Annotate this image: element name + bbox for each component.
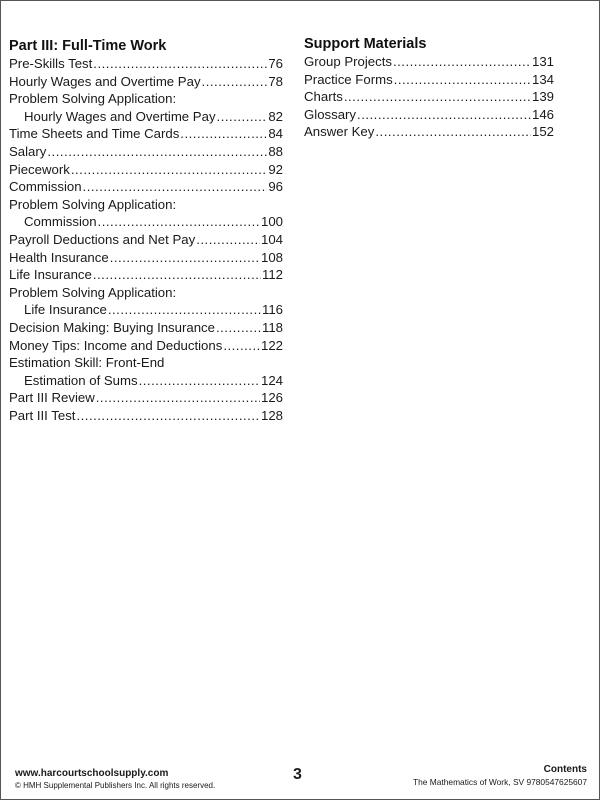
toc-page-number: 100 xyxy=(260,214,283,230)
toc-page-number: 122 xyxy=(260,337,283,353)
toc-entry xyxy=(9,178,283,196)
toc-page-number: 128 xyxy=(260,407,283,423)
toc-entry-title: Estimation Skill: Front-End xyxy=(9,355,165,371)
toc-entry-title: Hourly Wages and Overtime Pay xyxy=(24,108,216,124)
toc-entry xyxy=(304,71,554,89)
toc-page-number: 124 xyxy=(260,372,283,388)
toc-entry-line xyxy=(9,73,283,91)
toc-entry xyxy=(9,407,283,425)
toc-page-number: 126 xyxy=(260,390,283,406)
toc-list-part-iii xyxy=(9,55,283,424)
toc-entry-title: Estimation of Sums xyxy=(24,372,138,388)
toc-entry-line xyxy=(9,249,283,267)
dot-leader xyxy=(196,231,260,249)
toc-page-number: 134 xyxy=(531,71,554,87)
toc-entry-title: Problem Solving Application: xyxy=(9,91,177,107)
toc-entry xyxy=(9,389,283,407)
toc-entry-line xyxy=(9,108,283,126)
toc-entry xyxy=(304,53,554,71)
dot-leader xyxy=(108,301,261,319)
toc-entry-title: Salary xyxy=(9,143,47,159)
dot-leader xyxy=(393,53,531,71)
toc-entry-title: Piecework xyxy=(9,161,70,177)
toc-entry-title: Glossary xyxy=(304,106,357,122)
dot-leader xyxy=(216,319,261,337)
toc-entry-title: Payroll Deductions and Net Pay xyxy=(9,231,196,247)
toc-entry xyxy=(304,88,554,106)
toc-entry-line xyxy=(9,319,283,337)
dot-leader xyxy=(180,125,267,143)
dot-leader xyxy=(110,249,260,267)
dot-leader xyxy=(139,372,260,390)
footer-book-info xyxy=(413,764,587,788)
toc-entry xyxy=(9,266,283,284)
toc-entry xyxy=(9,319,283,337)
toc-page-number: 146 xyxy=(531,106,554,122)
toc-entry xyxy=(9,73,283,91)
toc-page-number: 112 xyxy=(261,267,283,283)
dot-leader xyxy=(394,71,531,89)
toc-entry-title: Health Insurance xyxy=(9,249,109,265)
toc-entry xyxy=(9,196,283,231)
dot-leader xyxy=(83,178,268,196)
toc-entry-title: Pre-Skills Test xyxy=(9,56,93,71)
dot-leader xyxy=(71,161,267,179)
footer-publisher-info xyxy=(15,768,215,792)
toc-entry-title: Part III Review xyxy=(9,390,95,406)
toc-entry xyxy=(9,337,283,355)
toc-page-number: 88 xyxy=(268,143,283,159)
toc-page-number: 139 xyxy=(531,89,554,105)
dot-leader xyxy=(375,123,531,141)
toc-entry-title: Answer Key xyxy=(304,124,375,140)
toc-entry-line xyxy=(304,71,554,89)
dot-leader xyxy=(96,389,260,407)
toc-entry-line-continued xyxy=(9,284,283,302)
toc-entry-line xyxy=(9,178,283,196)
toc-entry xyxy=(9,354,283,389)
toc-page-number: 131 xyxy=(531,54,554,69)
toc-entry-title: Group Projects xyxy=(304,54,392,69)
toc-entry xyxy=(9,231,283,249)
toc-entry-title: Life Insurance xyxy=(24,302,107,318)
toc-entry-line xyxy=(304,53,554,71)
toc-entry-line xyxy=(9,213,283,231)
dot-leader xyxy=(47,143,267,161)
toc-page-number: 76 xyxy=(268,56,283,71)
toc-page-number: 92 xyxy=(268,161,283,177)
toc-entry-title: Time Sheets and Time Cards xyxy=(9,126,180,142)
toc-entry-line xyxy=(9,161,283,179)
toc-entry-title: Commission xyxy=(9,179,82,195)
dot-leader xyxy=(93,55,267,73)
toc-entry-line-continued xyxy=(9,90,283,108)
toc-entry-line xyxy=(304,88,554,106)
toc-entry-title: Problem Solving Application: xyxy=(9,284,177,300)
toc-column-right xyxy=(304,35,554,141)
dot-leader xyxy=(223,337,260,355)
toc-page-number: 82 xyxy=(268,108,283,124)
toc-entry-line xyxy=(304,123,554,141)
dot-leader xyxy=(76,407,260,425)
toc-page-number: 118 xyxy=(261,319,283,335)
toc-entry-title: Part III Test xyxy=(9,407,76,423)
toc-page-number: 152 xyxy=(531,124,554,140)
toc-page-number: 116 xyxy=(261,302,283,318)
toc-entry-title: Decision Making: Buying Insurance xyxy=(9,319,215,335)
toc-column-left xyxy=(9,37,283,424)
dot-leader xyxy=(217,108,268,126)
toc-page-number: 96 xyxy=(268,179,283,195)
toc-entry-title: Charts xyxy=(304,89,343,105)
toc-entry-title: Practice Forms xyxy=(304,71,393,87)
section-heading-support-materials: Support Materials xyxy=(304,36,427,52)
toc-entry xyxy=(9,143,283,161)
toc-entry-title: Commission xyxy=(24,214,97,230)
toc-entry-line xyxy=(9,125,283,143)
toc-entry xyxy=(9,90,283,125)
toc-entry-title: Hourly Wages and Overtime Pay xyxy=(9,73,201,89)
publisher-url: www.harcourtschoolsupply.com xyxy=(15,768,169,779)
toc-entry-line xyxy=(9,372,283,390)
toc-entry-line xyxy=(9,143,283,161)
toc-entry-line-continued xyxy=(9,196,283,214)
dot-leader xyxy=(98,213,260,231)
toc-entry-line xyxy=(9,407,283,425)
toc-entry xyxy=(9,55,283,73)
dot-leader xyxy=(344,88,531,106)
toc-entry xyxy=(304,123,554,141)
toc-entry-line xyxy=(9,55,283,73)
dot-leader xyxy=(357,106,531,124)
toc-page-number: 84 xyxy=(268,126,283,142)
toc-page-number: 78 xyxy=(268,73,283,89)
toc-page-number: 108 xyxy=(260,249,283,265)
toc-entry-title: Life Insurance xyxy=(9,267,92,283)
toc-entry-line xyxy=(304,106,554,124)
toc-entry xyxy=(9,161,283,179)
toc-entry xyxy=(9,284,283,319)
toc-entry xyxy=(9,125,283,143)
toc-entry-line xyxy=(9,231,283,249)
toc-entry-line xyxy=(9,337,283,355)
section-heading-part-iii: Part III: Full-Time Work xyxy=(9,38,167,54)
toc-entry-title: Money Tips: Income and Deductions xyxy=(9,337,223,353)
toc-list-support-materials xyxy=(304,53,554,141)
toc-entry-line xyxy=(9,301,283,319)
footer-section-label: Contents xyxy=(543,764,587,775)
toc-entry xyxy=(304,106,554,124)
toc-page-number: 104 xyxy=(260,231,283,247)
toc-entry-line xyxy=(9,266,283,284)
toc-entry-title: Problem Solving Application: xyxy=(9,196,177,212)
copyright-notice: © HMH Supplemental Publishers Inc. All rights reserved. xyxy=(15,781,216,790)
toc-entry-line-continued xyxy=(9,354,283,372)
dot-leader xyxy=(93,266,261,284)
toc-entry xyxy=(9,249,283,267)
book-title-isbn: The Mathematics of Work, SV 9780547625607 xyxy=(413,777,587,787)
toc-entry-line xyxy=(9,389,283,407)
dot-leader xyxy=(202,73,268,91)
page-number: 3 xyxy=(293,766,302,783)
